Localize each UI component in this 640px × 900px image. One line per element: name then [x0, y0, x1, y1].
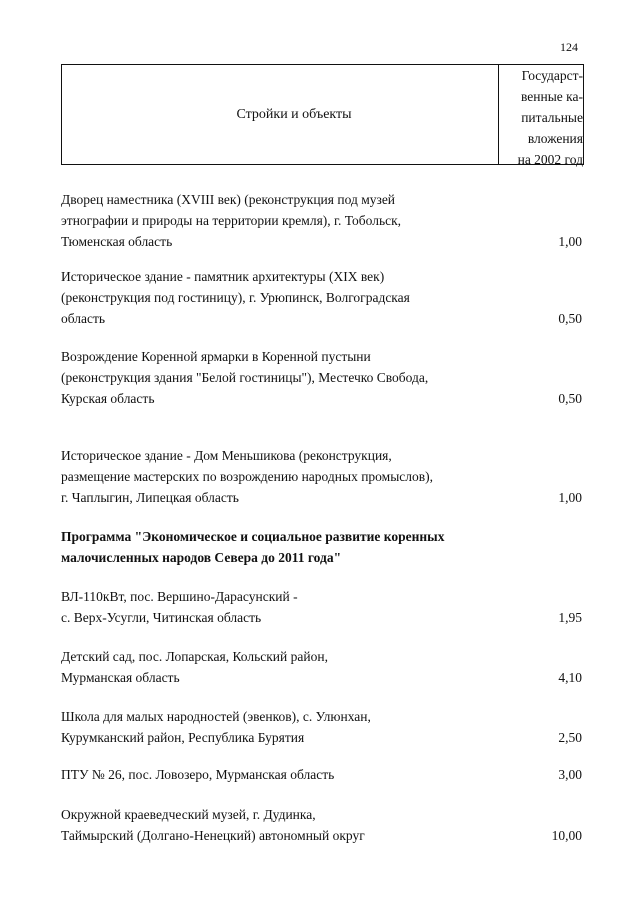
object-row: [61, 804, 584, 846]
investment-column-header: [498, 65, 583, 167]
object-row: [61, 445, 584, 508]
investment-value: 4,10: [558, 670, 582, 685]
object-description: (реконструкция здания "Белой гостиницы"), Местечко Свобода,: [61, 370, 429, 385]
object-row: [61, 266, 584, 329]
program-heading: [61, 526, 584, 568]
object-row: [61, 646, 584, 688]
investment-header-line: венные ка-: [520, 89, 583, 104]
investment-value: 1,95: [558, 610, 582, 625]
investment-value: 1,00: [558, 490, 582, 505]
object-description: Возрождение Коренной ярмарки в Коренной пустыни: [61, 349, 371, 364]
object-description: Таймырский (Долгано-Ненецкий) автономный округ: [61, 828, 365, 843]
object-description: ПТУ № 26, пос. Ловозеро, Мурманская область: [61, 767, 335, 782]
program-heading-line: малочисленных народов Севера до 2011 года": [61, 550, 342, 565]
object-description: область: [61, 311, 106, 326]
object-description: Окружной краеведческий музей, г. Дудинка,: [61, 807, 316, 822]
object-description: Мурманская область: [61, 670, 180, 685]
object-description: Историческое здание - Дом Меньшикова (реконструкция,: [61, 448, 392, 463]
program-heading-line: Программа "Экономическое и социальное развитие коренных: [61, 529, 445, 544]
investment-value: 10,00: [551, 828, 582, 843]
object-row: [61, 346, 584, 409]
table-header: [61, 64, 584, 165]
investment-header-line: питальные: [521, 110, 583, 125]
investment-value: 0,50: [558, 391, 582, 406]
object-description: г. Чаплыгин, Липецкая область: [61, 490, 239, 505]
object-description: с. Верх-Усугли, Читинская область: [61, 610, 262, 625]
object-description: размещение мастерских по возрождению народных промыслов),: [61, 469, 433, 484]
investment-header-line: на 2002 год: [517, 152, 583, 167]
object-description: (реконструкция под гостиницу), г. Урюпинск, Волгоградская: [61, 290, 410, 305]
object-row: [61, 764, 584, 785]
object-description: Тюменская область: [61, 234, 173, 249]
investment-header-line: вложения: [527, 131, 583, 146]
object-row: [61, 586, 584, 628]
object-description: ВЛ-110кВт, пос. Вершино-Дарасунский -: [61, 589, 298, 604]
investment-value: 1,00: [558, 234, 582, 249]
object-description: Школа для малых народностей (эвенков), с. Улюнхан,: [61, 709, 371, 724]
investment-value: 3,00: [558, 767, 582, 782]
objects-column-header: Стройки и объекты: [236, 106, 352, 122]
page-number: 124: [560, 40, 578, 54]
investment-value: 2,50: [558, 730, 582, 745]
object-row: [61, 189, 584, 252]
investment-value: 0,50: [558, 311, 582, 326]
object-description: Курская область: [61, 391, 155, 406]
object-row: [61, 706, 584, 748]
object-description: Дворец наместника (XVIII век) (реконструкция под музей: [61, 192, 396, 207]
object-description: Курумканский район, Республика Бурятия: [61, 730, 305, 745]
object-description: Детский сад, пос. Лопарская, Кольский район,: [61, 649, 328, 664]
investment-header-line: Государст-: [521, 68, 583, 83]
object-description: этнографии и природы на территории кремля), г. Тобольск,: [61, 213, 402, 228]
object-description: Историческое здание - памятник архитектуры (XIX век): [61, 269, 385, 284]
